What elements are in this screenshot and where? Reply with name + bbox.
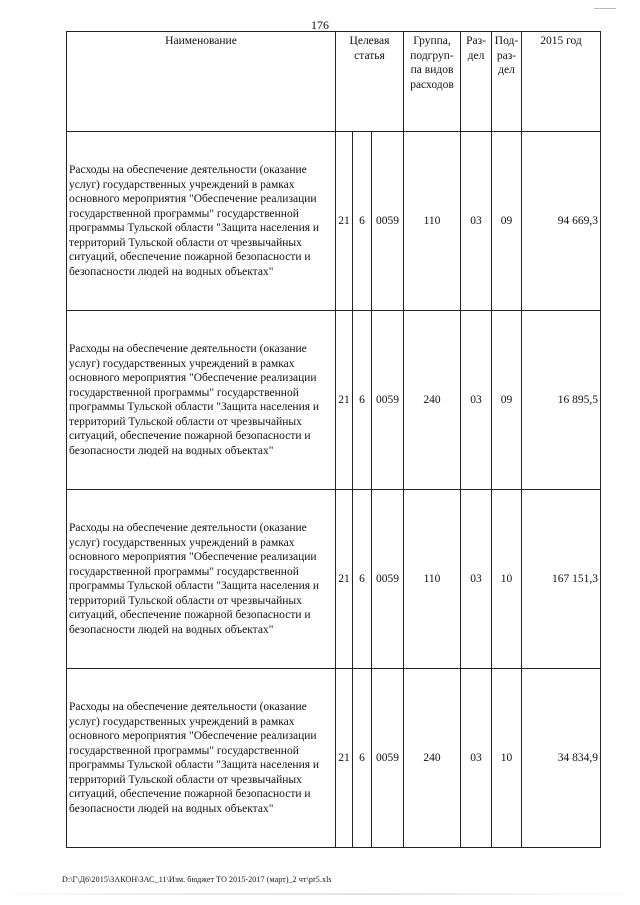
row-name: Расходы на обеспечение деятельности (оказание услуг) государственных учреждений в рамках основного мероприятия "Обеспечение реализации государственной программы" государственной программы Тульской области "Защита населения и территорий Тульской области от чрезвычайных ситуаций, обеспечение пожарной безопасности и безопасности людей на водных объектах" <box>67 669 336 848</box>
row-name: Расходы на обеспечение деятельности (оказание услуг) государственных учреждений в рамках основного мероприятия "Обеспечение реализации государственной программы" государственной программы Тульской области "Защита населения и территорий Тульской области от чрезвычайных ситуаций, обеспечение пожарной безопасности и безопасности людей на водных объектах" <box>67 311 336 490</box>
header-year: 2015 год <box>522 32 601 132</box>
row-subsection: 10 <box>492 490 522 669</box>
row-amount: 94 669,3 <box>522 132 601 311</box>
row-name: Расходы на обеспечение деятельности (оказание услуг) государственных учреждений в рамках основного мероприятия "Обеспечение реализации государственной программы" государственной программы Тульской области "Защита населения и территорий Тульской области от чрезвычайных ситуаций, обеспечение пожарной безопасности и безопасности людей на водных объектах" <box>67 490 336 669</box>
row-name: Расходы на обеспечение деятельности (оказание услуг) государственных учреждений в рамках основного мероприятия "Обеспечение реализации государственной программы" государственной программы Тульской области "Защита населения и территорий Тульской области от чрезвычайных ситуаций, обеспечение пожарной безопасности и безопасности людей на водных объектах" <box>67 132 336 311</box>
row-subsection: 10 <box>492 669 522 848</box>
header-name: Наименование <box>67 32 336 132</box>
header-row <box>67 32 601 132</box>
row-expense-group: 110 <box>404 132 461 311</box>
header-subsection <box>492 32 522 132</box>
row-target-article-subprogram: 6 <box>353 669 372 848</box>
row-target-article-subprogram: 6 <box>353 132 372 311</box>
row-subsection: 09 <box>492 132 522 311</box>
row-section: 03 <box>461 132 492 311</box>
row-target-article-program: 21 <box>336 311 353 490</box>
budget-table <box>66 31 601 848</box>
row-section: 03 <box>461 669 492 848</box>
row-subsection: 09 <box>492 311 522 490</box>
row-target-article-program: 21 <box>336 132 353 311</box>
row-target-article-direction: 0059 <box>372 132 404 311</box>
row-target-article-program: 21 <box>336 490 353 669</box>
row-amount: 34 834,9 <box>522 669 601 848</box>
header-group <box>404 32 461 132</box>
scan-smudge <box>0 893 640 895</box>
row-amount: 16 895,5 <box>522 311 601 490</box>
header-subsection-text: Под-раз-дел <box>494 35 519 76</box>
row-expense-group: 240 <box>404 669 461 848</box>
row-target-article-subprogram: 6 <box>353 311 372 490</box>
row-section: 03 <box>461 311 492 490</box>
table-row <box>67 132 601 311</box>
row-target-article-direction: 0059 <box>372 490 404 669</box>
table-row <box>67 311 601 490</box>
scan-mark <box>594 8 616 9</box>
file-path-footer: D:\Г\Д6\2015\ЗАКОН\ЗАС_11\Изм. бюджет ТО 2015-2017 (март)_2 чт\pr5.xls <box>62 875 332 884</box>
page-number: 176 <box>311 18 329 32</box>
row-target-article-direction: 0059 <box>372 311 404 490</box>
header-section <box>461 32 492 132</box>
row-target-article-program: 21 <box>336 669 353 848</box>
row-section: 03 <box>461 490 492 669</box>
header-group-text: Группа, подгруп-па видов расходов <box>410 35 454 91</box>
table-row <box>67 490 601 669</box>
header-section-text: Раз-дел <box>466 35 486 62</box>
header-target-article <box>336 32 404 132</box>
header-target-article-text: Целевая статья <box>349 35 390 62</box>
row-expense-group: 240 <box>404 311 461 490</box>
table-row <box>67 669 601 848</box>
row-target-article-direction: 0059 <box>372 669 404 848</box>
row-amount: 167 151,3 <box>522 490 601 669</box>
row-expense-group: 110 <box>404 490 461 669</box>
row-target-article-subprogram: 6 <box>353 490 372 669</box>
